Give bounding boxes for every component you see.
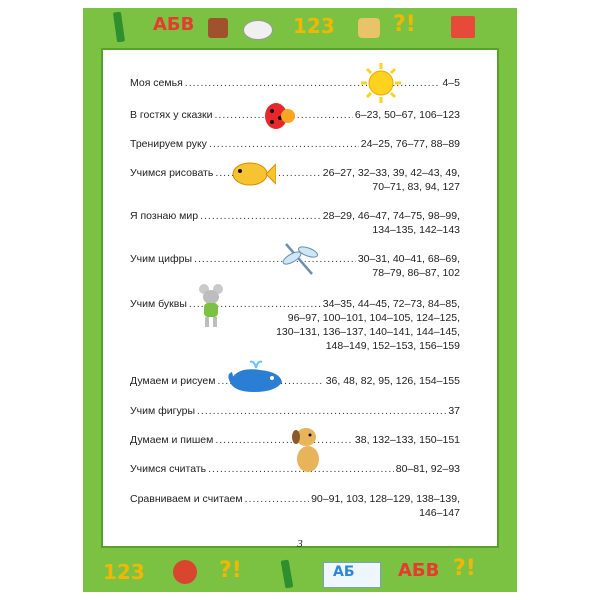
toc-pages: 24–25, 76–77, 88–89 bbox=[360, 138, 460, 150]
whale-icon bbox=[226, 358, 288, 394]
toc-pages: 38, 132–133, 150–151 bbox=[354, 434, 460, 446]
fish-icon bbox=[228, 160, 276, 188]
digits-123-icon: 123 bbox=[103, 560, 145, 584]
ladybug-icon bbox=[260, 98, 296, 132]
dragonfly-icon bbox=[278, 240, 324, 280]
toc-pages: 80–81, 92–93 bbox=[395, 463, 460, 475]
toc-title: Сравниваем и считаем bbox=[130, 493, 243, 505]
toc-pages: 28–29, 46–47, 74–75, 98–99, bbox=[322, 210, 460, 222]
letters-ab-icon: АБ bbox=[333, 564, 355, 580]
toc-entry bbox=[130, 404, 460, 418]
toc-title: Я познаю мир bbox=[130, 210, 199, 222]
toc-pages-cont: 130–131, 136–137, 140–141, 144–145, bbox=[276, 326, 460, 338]
toc-title: Учимся считать bbox=[130, 463, 207, 475]
toc-entry bbox=[130, 209, 460, 237]
toc-pages-cont: 148–149, 152–153, 156–159 bbox=[325, 340, 460, 352]
digits-123-icon: 123 bbox=[293, 14, 335, 38]
palette-icon bbox=[243, 20, 273, 40]
toc-pages: 36, 48, 82, 95, 126, 154–155 bbox=[325, 375, 460, 387]
toc-title: Думаем и рисуем bbox=[130, 375, 216, 387]
toc-entry bbox=[130, 374, 460, 388]
toc-title: В гостях у сказки bbox=[130, 109, 213, 121]
question-exclaim-icon: ?! bbox=[393, 12, 416, 37]
toc-entry bbox=[130, 137, 460, 151]
toc-entry bbox=[130, 76, 460, 90]
question-exclaim-icon: ?! bbox=[453, 556, 476, 581]
chess-icon bbox=[358, 18, 380, 38]
toc-pages-cont: 78–79, 86–87, 102 bbox=[372, 267, 460, 279]
toc-pages-cont: 146–147 bbox=[419, 507, 460, 519]
mouse-icon bbox=[196, 283, 226, 329]
page-number: 3 bbox=[297, 538, 303, 550]
top-decor-band bbox=[83, 8, 517, 48]
toc-title: Учимся рисовать bbox=[130, 167, 214, 179]
dog-icon bbox=[290, 425, 326, 477]
toc-title: Тренируем руку bbox=[130, 138, 207, 150]
toc-entry bbox=[130, 166, 460, 194]
pencil-icon bbox=[113, 12, 125, 43]
ball-icon bbox=[173, 560, 197, 584]
toc-pages-cont: 70–71, 83, 94, 127 bbox=[372, 181, 460, 193]
blocks-icon bbox=[451, 16, 475, 38]
toc-title: Моя семья bbox=[130, 77, 183, 89]
shapes-icon bbox=[208, 18, 228, 38]
toc-title: Учим фигуры bbox=[130, 405, 195, 417]
question-icon: ?! bbox=[219, 558, 242, 583]
letters-abv-icon: АБВ bbox=[398, 560, 440, 581]
toc-pages-cont: 96–97, 100–101, 104–105, 124–125, bbox=[287, 312, 460, 324]
bottom-decor-band bbox=[83, 552, 517, 592]
toc-title: Учим цифры bbox=[130, 253, 193, 265]
toc-title: Учим буквы bbox=[130, 298, 187, 310]
toc-pages-cont: 134–135, 142–143 bbox=[372, 224, 460, 236]
toc-pages: 6–23, 50–67, 106–123 bbox=[354, 109, 460, 121]
toc-pages: 34–35, 44–45, 72–73, 84–85, bbox=[322, 298, 460, 310]
toc-pages: 90–91, 103, 128–129, 138–139, bbox=[311, 493, 460, 505]
sun-icon bbox=[360, 62, 402, 104]
toc-pages: 4–5 bbox=[442, 77, 460, 89]
letters-abv-icon: АБВ bbox=[153, 14, 195, 35]
toc-pages: 30–31, 40–41, 68–69, bbox=[357, 253, 460, 265]
toc-entry bbox=[130, 297, 460, 353]
toc-title: Думаем и пишем bbox=[130, 434, 214, 446]
toc-entry bbox=[130, 492, 460, 520]
toc-pages: 37 bbox=[448, 405, 460, 417]
pencil-icon bbox=[281, 560, 294, 589]
toc-pages: 26–27, 32–33, 39, 42–43, 49, bbox=[322, 167, 460, 179]
